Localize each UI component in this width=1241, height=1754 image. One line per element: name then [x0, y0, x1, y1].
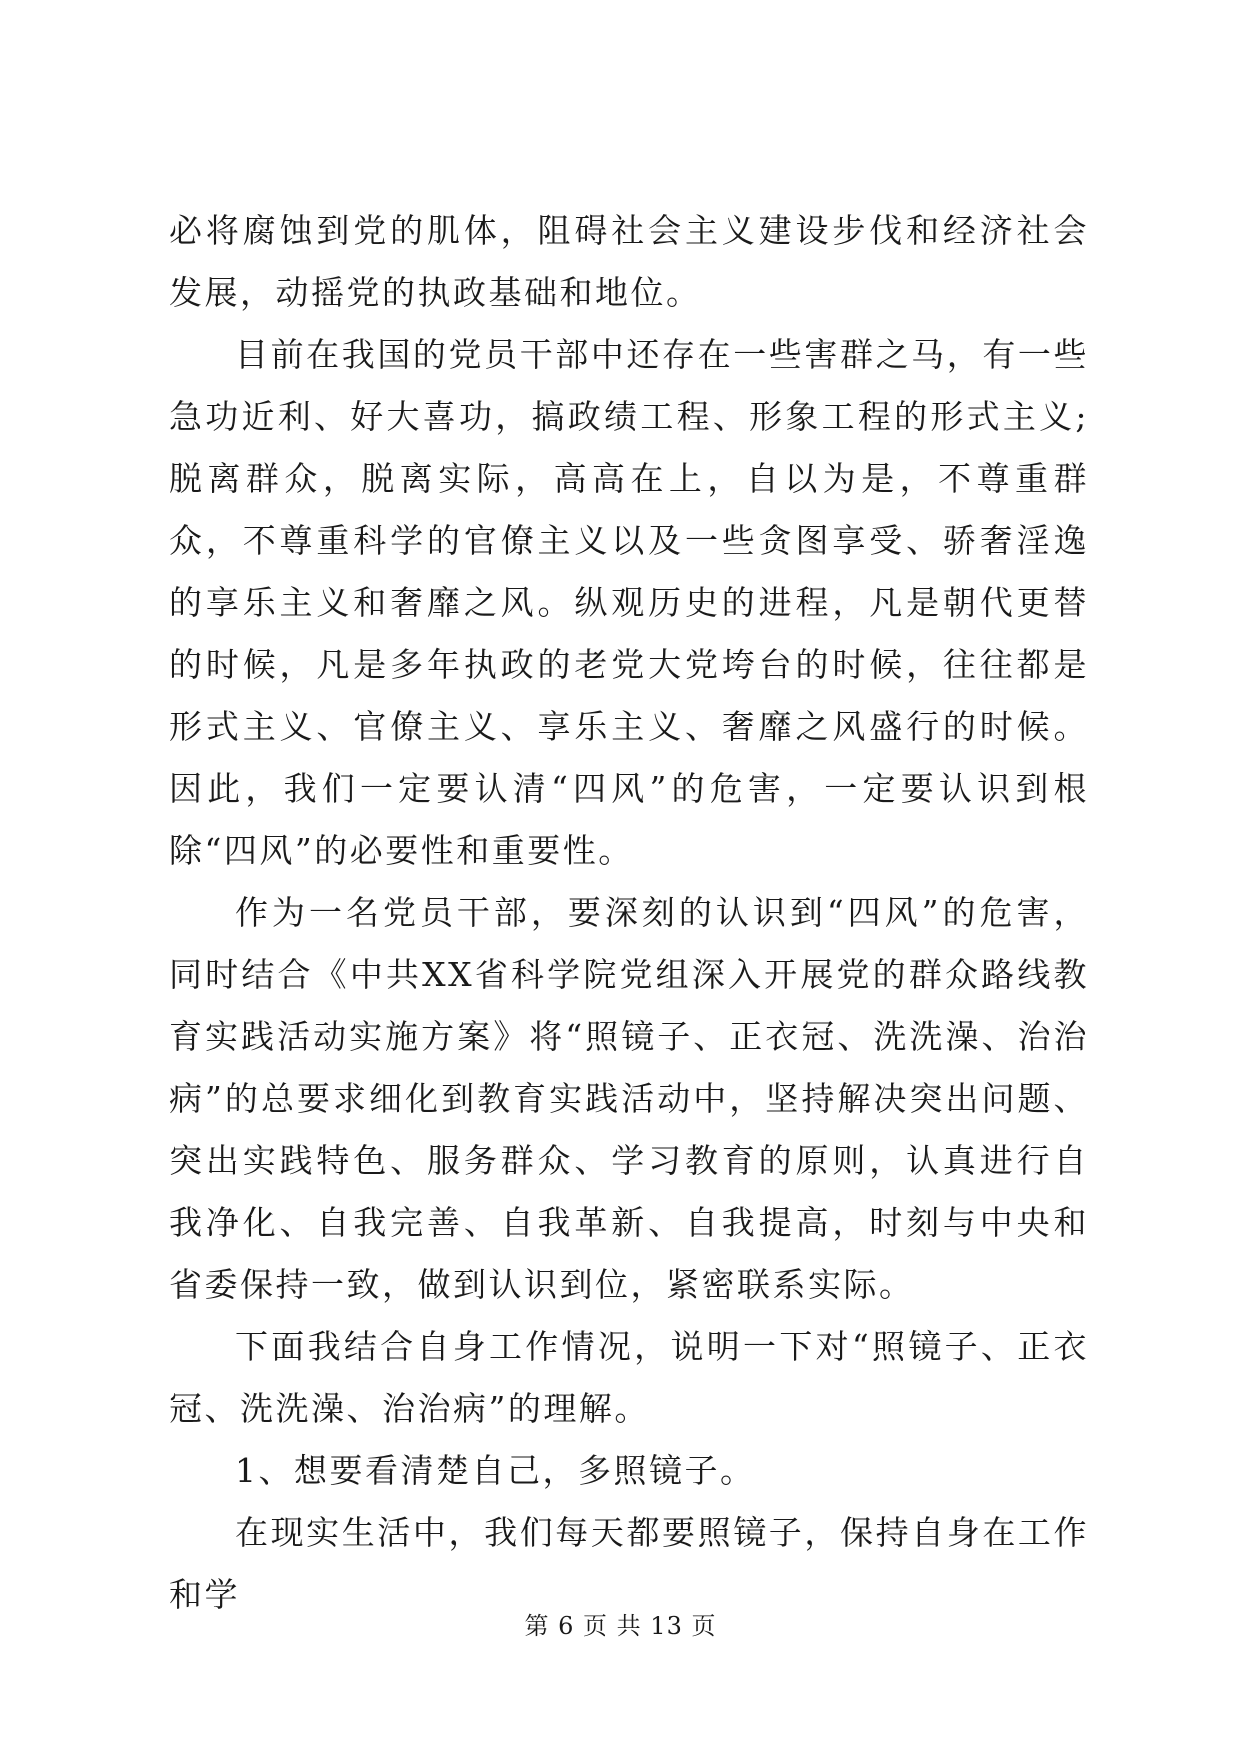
paragraph-continuation: 必将腐蚀到党的肌体，阻碍社会主义建设步伐和经济社会发展，动摇党的执政基础和地位。	[169, 211, 1089, 312]
paragraph-four-winds-harm: 目前在我国的党员干部中还存在一些害群之马，有一些急功近利、好大喜功，搞政绩工程、形象工程的形式主义;脱离群众，脱离实际，高高在上，自以为是，不尊重群众，不尊重科学的官僚主义以及一些贪图享受、骄奢淫逸的享乐主义和奢靡之风。纵观历史的进程，凡是朝代更替的时候，凡是多年执政的老党大党垮台的时候，往往都是形式主义、官僚主义、享乐主义、奢靡之风盛行的时候。因此，我们一定要认清“四风”的危害，一定要认识到根除“四风”的必要性和重要性。	[169, 335, 1089, 870]
section-heading-mirror: 1、想要看清楚自己，多照镜子。	[235, 1451, 756, 1490]
paragraph-party-cadre-duty: 作为一名党员干部，要深刻的认识到“四风”的危害，同时结合《中共XX省科学院党组深入开展党的群众路线教育实践活动实施方案》将“照镜子、正衣冠、洗洗澡、治治病”的总要求细化到教育实践活动中，坚持解决突出问题、突出实践特色、服务群众、学习教育的原则，认真进行自我净化、自我完善、自我革新、自我提高，时刻与中央和省委保持一致，做到认识到位，紧密联系实际。	[169, 893, 1089, 1304]
paragraph-mirror-daily: 在现实生活中，我们每天都要照镜子，保持自身在工作和学	[169, 1513, 1089, 1614]
paragraph-intro-understanding: 下面我结合自身工作情况，说明一下对“照镜子、正衣冠、洗洗澡、治治病”的理解。	[169, 1327, 1089, 1428]
page-number-footer: 第 6 页 共 13 页	[524, 1612, 717, 1640]
document-body	[169, 200, 1089, 1626]
